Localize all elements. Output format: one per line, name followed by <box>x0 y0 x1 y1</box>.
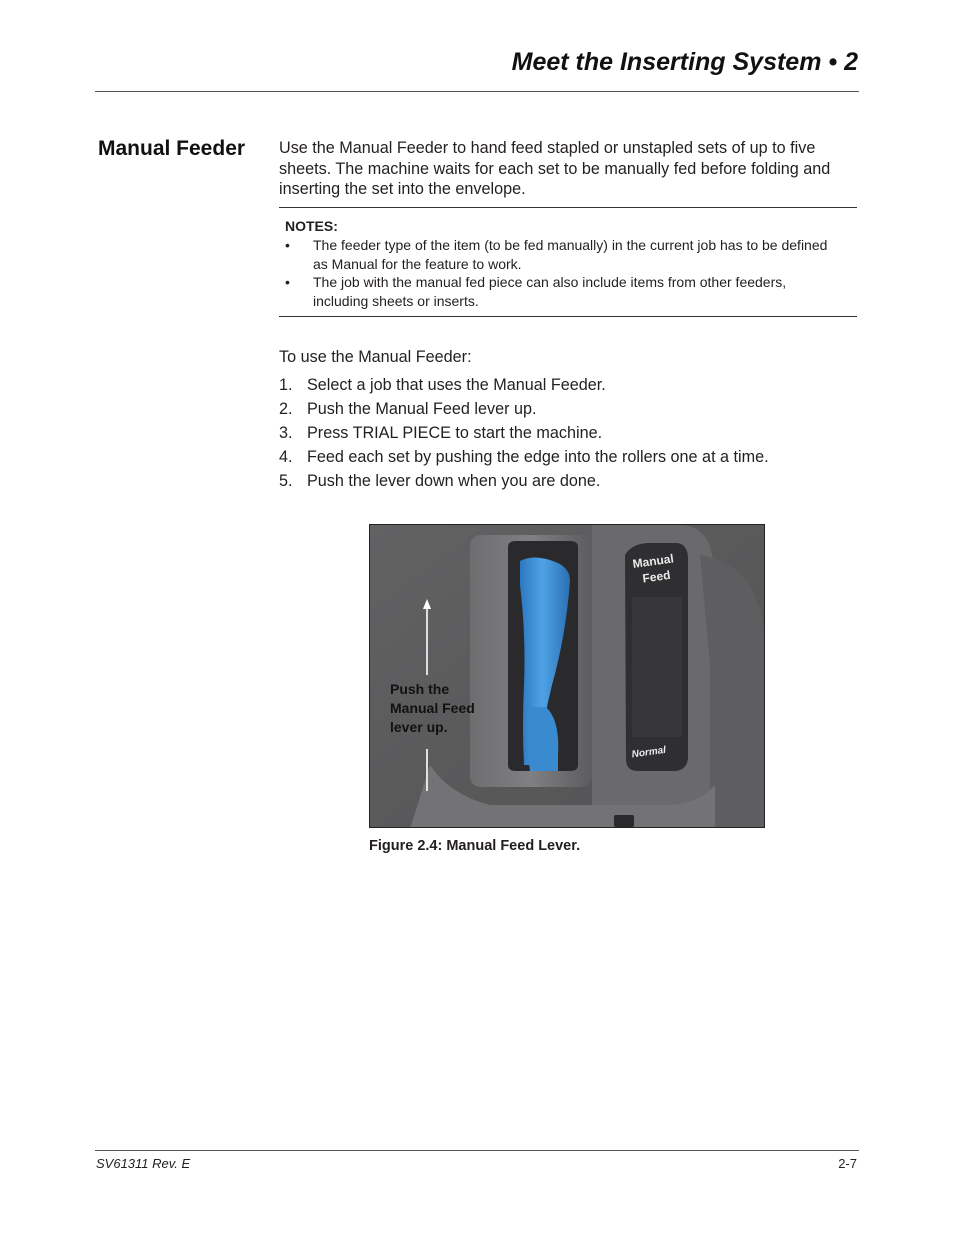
note-text: The feeder type of the item (to be fed manually) in the current job has to be defined as Manual for the feature to work. <box>313 237 828 272</box>
steps-list <box>279 373 769 493</box>
label-feed: Feed <box>641 567 672 586</box>
note-item <box>279 273 845 310</box>
step-text: Press TRIAL PIECE to start the machine. <box>307 424 603 442</box>
bullet: • <box>285 237 290 253</box>
bottom-slot <box>614 815 634 827</box>
notes-box <box>279 207 857 317</box>
footer-page-number: 2-7 <box>838 1156 857 1171</box>
step-number: 4. <box>279 448 293 466</box>
note-text: The job with the manual fed piece can also include items from other feeders, including sheets or inserts. <box>313 274 787 309</box>
step-item <box>279 445 769 469</box>
step-text: Feed each set by pushing the edge into the rollers one at a time. <box>307 448 769 466</box>
step-number: 2. <box>279 400 293 418</box>
step-item <box>279 421 769 445</box>
figure-callout <box>390 680 500 737</box>
step-text: Push the lever down when you are done. <box>307 472 601 490</box>
manual-feed-lever-illustration <box>370 525 765 828</box>
callout-line: lever up. <box>390 719 448 735</box>
callout-line: Push the <box>390 681 450 697</box>
notes-list <box>279 236 845 310</box>
step-number: 5. <box>279 472 293 490</box>
label-texture <box>632 597 682 737</box>
step-item <box>279 397 769 421</box>
steps-intro: To use the Manual Feeder: <box>279 348 472 366</box>
figure-photo <box>369 524 765 828</box>
step-text: Select a job that uses the Manual Feeder. <box>307 376 606 394</box>
notes-title: NOTES: <box>285 218 338 234</box>
label-normal: Normal <box>631 744 667 761</box>
label-manual: Manual <box>631 551 675 572</box>
bullet: • <box>285 274 290 290</box>
step-item <box>279 469 769 493</box>
step-number: 3. <box>279 424 293 442</box>
header-rule <box>95 91 859 92</box>
chapter-title: Meet the Inserting System • 2 <box>511 48 858 76</box>
section-heading: Manual Feeder <box>98 137 246 160</box>
step-text: Push the Manual Feed lever up. <box>307 400 537 418</box>
note-item <box>279 236 845 273</box>
figure-caption: Figure 2.4: Manual Feed Lever. <box>369 838 581 854</box>
step-number: 1. <box>279 376 293 394</box>
intro-paragraph: Use the Manual Feeder to hand feed stapled or unstapled sets of up to five sheets. The machine waits for each set to be manually fed before folding and inserting the set into the envelope. <box>279 139 831 198</box>
footer-rule <box>95 1150 859 1151</box>
footer-doc-id: SV61311 Rev. E <box>96 1156 191 1171</box>
step-item <box>279 373 769 397</box>
callout-line: Manual Feed <box>390 700 475 716</box>
